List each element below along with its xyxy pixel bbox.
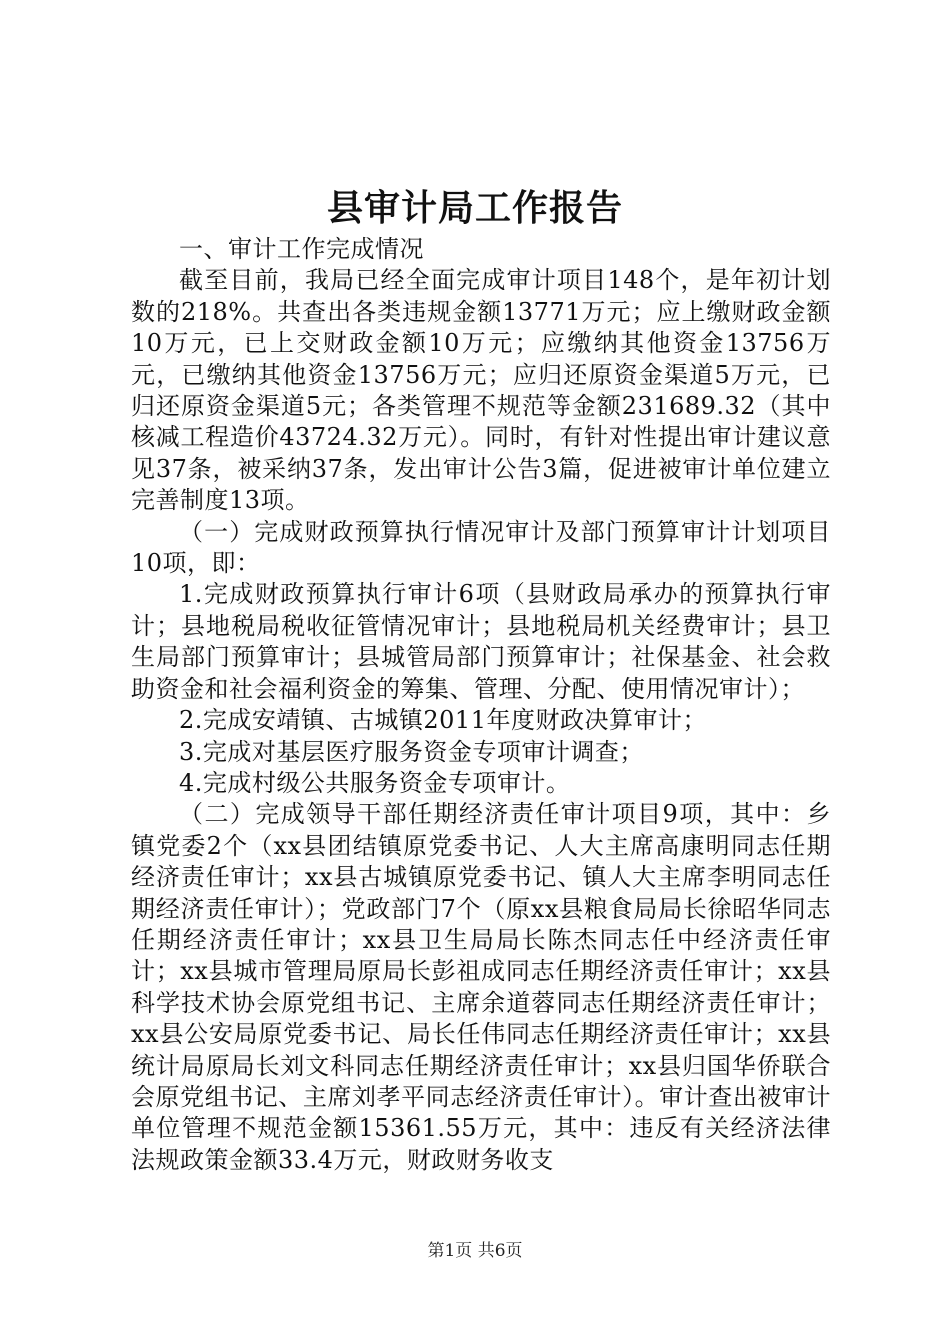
section-heading: 一、审计工作完成情况 [179, 235, 424, 263]
page-footer: 第1页 共6页 [427, 1241, 523, 1261]
paragraph-summary: 截至目前，我局已经全面完成审计项目148个，是年初计划数的218%。共查出各类违规金额13771万元；应上缴财政金额10万元，已上交财政金额10万元；应缴纳其他资金13756万元，已缴纳其他资金13756万元；应归还原资金渠道5万元，已归还原资金渠道5元；各类管理不规范等金额231689.32（其中核减工程造价43724.32万元）。同时，有针对性提出审计建议意见37条，被采纳37条，发出审计公告3篇，促进被审计单位建立完善制度13项。 [131, 266, 831, 515]
list-item-3: 3.完成对基层医疗服务资金专项审计调查； [179, 737, 644, 766]
list-item-4: 4.完成村级公共服务资金专项审计。 [179, 768, 571, 797]
document-body [131, 234, 831, 1176]
list-item-2: 2.完成安靖镇、古城镇2011年度财政决算审计； [179, 706, 707, 735]
subsection-heading-1: （一）完成财政预算执行情况审计及部门预算审计计划项目10项，即： [131, 517, 831, 578]
document-title: 县审计局工作报告 [326, 187, 623, 229]
subsection-paragraph-2: （二）完成领导干部任期经济责任审计项目9项，其中：乡镇党委2个（xx县团结镇原党委书记、人大主席高康明同志任期经济责任审计；xx县古城镇原党委书记、镇人大主席李明同志任期经济责任审计）；党政部门7个（原xx县粮食局局长徐昭华同志任期经济责任审计；xx县卫生局局长陈杰同志任中经济责任审计；xx县城市管理局原局长彭祖成同志任期经济责任审计；xx县科学技术协会原党组书记、主席余道蓉同志任期经济责任审计；xx县公安局原党委书记、局长任伟同志任期经济责任审计；xx县统计局原局长刘文科同志任期经济责任审计；xx县归国华侨联合会原党组书记、主席刘孝平同志经济责任审计）。审计查出被审计单位管理不规范金额15361.55万元，其中：违反有关经济法律法规政策金额33.4万元，财政财务收支 [131, 800, 831, 1174]
list-item-1: 1.完成财政预算执行审计6项（县财政局承办的预算执行审计；县地税局税收征管情况审计；县地税局机关经费审计；县卫生局部门预算审计；县城管局部门预算审计；社保基金、社会救助资金和社会福利资金的筹集、管理、分配、使用情况审计）； [131, 580, 831, 703]
